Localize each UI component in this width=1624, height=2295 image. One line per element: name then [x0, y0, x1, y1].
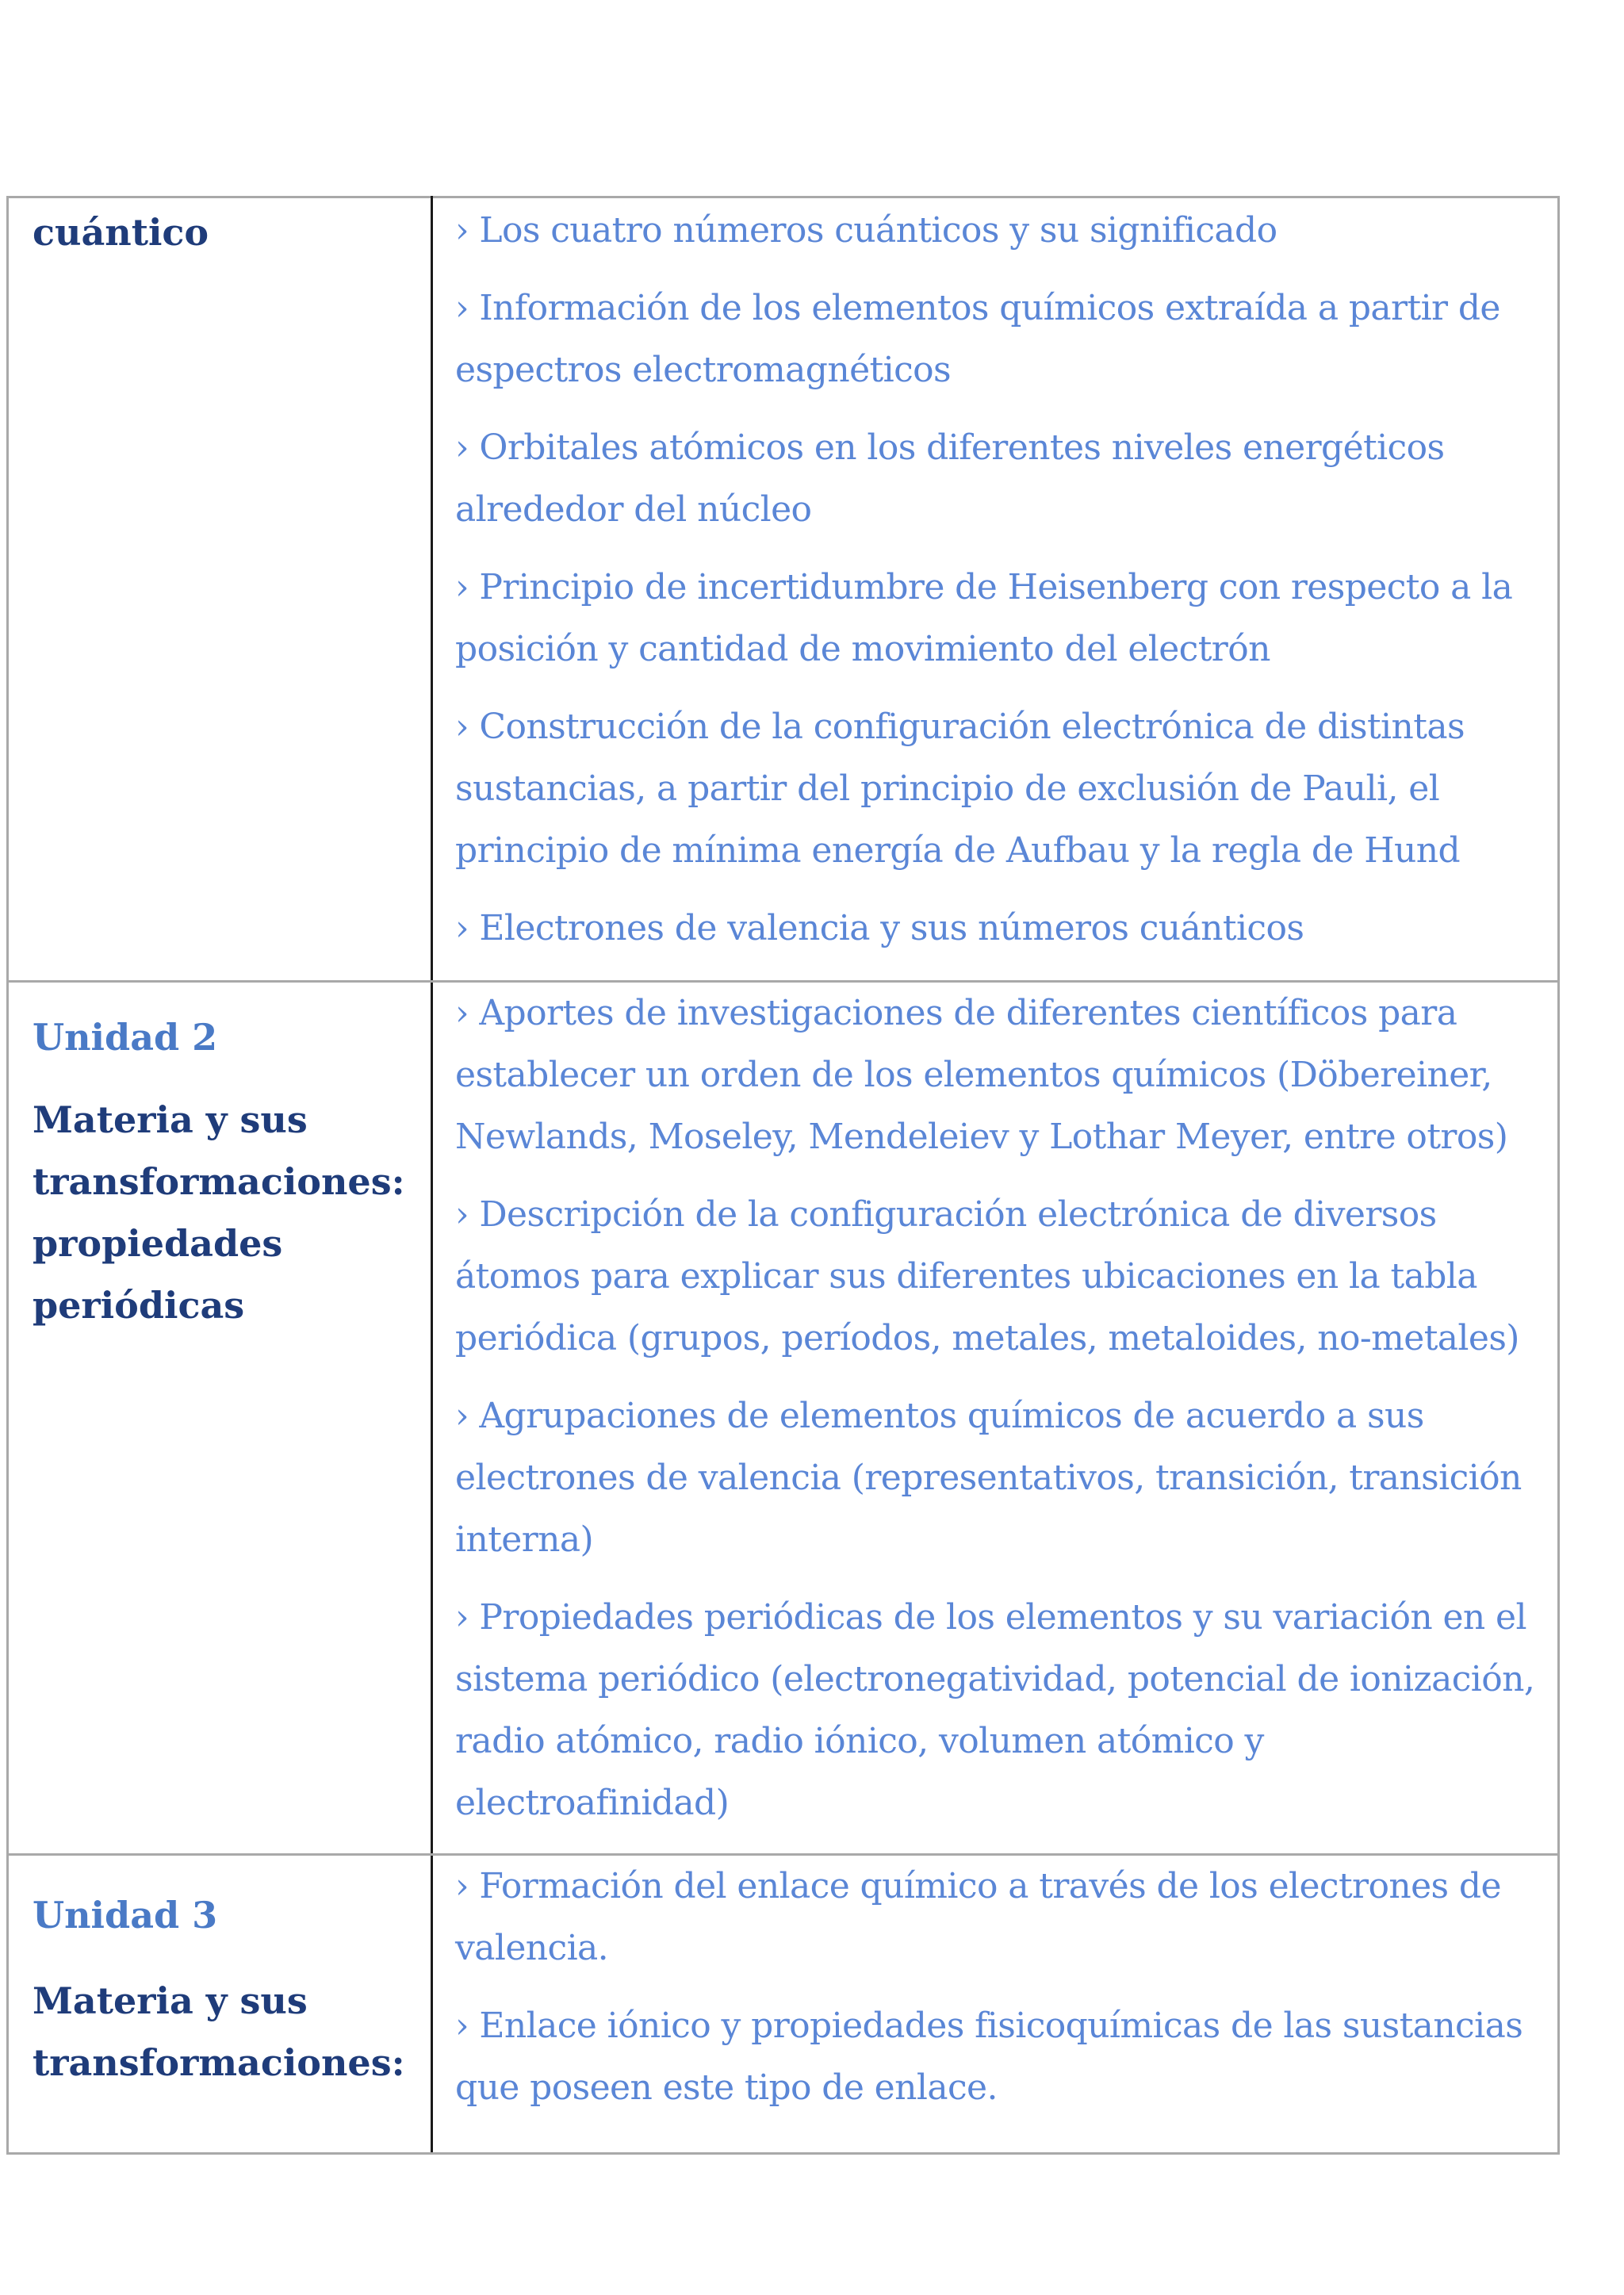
unit-title: Materia y sus transformaciones: propiedades periódicas: [33, 1098, 405, 1327]
content-bullet: › Construcción de la configuración electrónica de distintas sustancias, a partir del principio de exclusión de Pauli, el principio de mínima energía de Aufbau y la regla de Hund: [455, 707, 1465, 871]
content-cell: [432, 1855, 1559, 2154]
content-bullet: › Información de los elementos químicos extraída a partir de espectros electromagnéticos: [455, 288, 1500, 390]
unit-number: Unidad 2: [33, 1016, 218, 1059]
table-row: [8, 982, 1559, 1855]
curriculum-table: [6, 196, 1560, 2155]
content-bullet: › Formación del enlace químico a través de los electrones de valencia.: [455, 1866, 1501, 1968]
content-cell: [432, 197, 1559, 982]
table-row: [8, 1855, 1559, 2154]
unit-cell: [8, 1855, 432, 2154]
unit-cell: [8, 197, 432, 982]
content-bullet: › Descripción de la configuración electrónica de diversos átomos para explicar sus diferentes ubicaciones en la tabla periódica (grupos, períodos, metales, metaloides, no-metales): [455, 1194, 1519, 1358]
content-bullet: › Orbitales atómicos en los diferentes niveles energéticos alrededor del núcleo: [455, 427, 1445, 530]
unit-number: Unidad 3: [33, 1894, 218, 1937]
content-cell: [432, 982, 1559, 1855]
content-bullet: › Los cuatro números cuánticos y su significado: [455, 210, 1277, 251]
content-bullet: › Electrones de valencia y sus números cuánticos: [455, 908, 1304, 948]
table-row: [8, 197, 1559, 982]
content-bullet: › Principio de incertidumbre de Heisenberg con respecto a la posición y cantidad de movimiento del electrón: [455, 567, 1513, 669]
content-bullet: › Propiedades periódicas de los elementos y su variación en el sistema periódico (electronegatividad, potencial de ionización, radio atómico, radio iónico, volumen atómico y electroafinidad): [455, 1597, 1535, 1823]
content-bullet: › Enlace iónico y propiedades fisicoquímicas de las sustancias que poseen este tipo de enlace.: [455, 2006, 1523, 2108]
unit-title: Materia y sus transformaciones:: [33, 1979, 405, 2084]
unit-title: cuántico: [33, 211, 209, 254]
unit-cell: [8, 982, 432, 1855]
content-bullet: › Agrupaciones de elementos químicos de acuerdo a sus electrones de valencia (representativos, transición, transición interna): [455, 1396, 1522, 1560]
content-bullet: › Aportes de investigaciones de diferentes científicos para establecer un orden de los elementos químicos (Döbereiner, Newlands, Moseley, Mendeleiev y Lothar Meyer, entre otros): [455, 993, 1508, 1157]
